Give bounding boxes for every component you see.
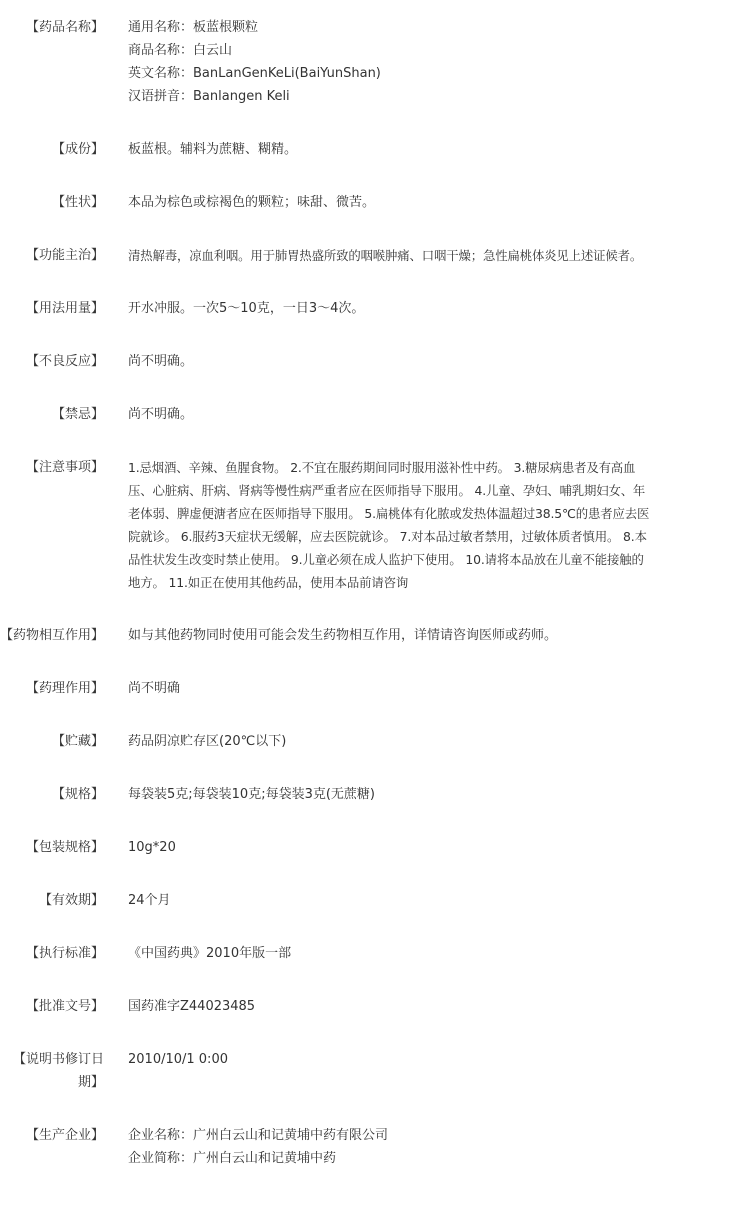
- label-approval-number: 【批准文号】: [25, 999, 104, 1014]
- row-storage: [0, 730, 739, 753]
- appearance-text: 本品为棕色或棕褐色的颗粒；味甜、微苦。: [128, 195, 376, 210]
- value-revision-date: [128, 1048, 718, 1071]
- drug-interactions-text: 如与其他药物同时使用可能会发生药物相互作用，详情请咨询医师或药师。: [128, 628, 558, 643]
- row-dosage: [0, 297, 739, 320]
- precautions-line-6: 地方。 11.如正在使用其他药品，使用本品前请咨询: [128, 575, 409, 590]
- row-ingredients: [0, 138, 739, 161]
- precautions-line-1: 1.忌烟酒、辛辣、鱼腥食物。 2.不宜在服药期间同时服用滋补性中药。 3.糖尿病患者及有高血: [128, 460, 636, 475]
- label-expiry: 【有效期】: [38, 893, 104, 908]
- label-revision-date: 【说明书修订日期】: [12, 1052, 104, 1090]
- precautions-line-5: 品性状发生改变时禁止使用。 9.儿童必须在成人监护下使用。 10.请将本品放在儿童不能接触的: [128, 552, 644, 567]
- pharmacology-text: 尚不明确: [128, 681, 181, 696]
- dosage-text: 开水冲服。一次5～10克，一日3～4次。: [128, 301, 365, 316]
- row-approval-number: [0, 995, 739, 1018]
- row-package: [0, 836, 739, 859]
- value-appearance: [128, 191, 718, 214]
- row-revision-date: [0, 1048, 739, 1094]
- ingredients-text: 板蓝根。辅料为蔗糖、糊精。: [128, 142, 298, 157]
- row-appearance: [0, 191, 739, 214]
- label-drug-name: 【药品名称】: [25, 20, 104, 35]
- value-specification: [128, 783, 718, 806]
- value-package: [128, 836, 718, 859]
- label-dosage: 【用法用量】: [25, 301, 104, 316]
- adverse-reactions-text: 尚不明确。: [128, 354, 194, 369]
- label-indications: 【功能主治】: [25, 248, 104, 263]
- row-adverse-reactions: [0, 350, 739, 373]
- row-standard: [0, 942, 739, 965]
- value-adverse-reactions: [128, 350, 718, 373]
- storage-text: 药品阴凉贮存区(20℃以下): [128, 734, 287, 749]
- label-pharmacology: 【药理作用】: [25, 681, 104, 696]
- value-precautions: [128, 456, 718, 594]
- label-manufacturer: 【生产企业】: [25, 1128, 104, 1143]
- row-precautions: [0, 456, 739, 594]
- specification-text: 每袋装5克;每袋装10克;每袋装3克(无蔗糖): [128, 787, 375, 802]
- row-contraindications: [0, 403, 739, 426]
- generic-name: 通用名称：板蓝根颗粒: [128, 20, 259, 35]
- value-manufacturer: [128, 1124, 718, 1170]
- row-pharmacology: [0, 677, 739, 700]
- value-dosage: [128, 297, 718, 320]
- precautions-line-3: 老体弱、脾虚便溏者应在医师指导下服用。 5.扁桃体有化脓或发热体温超过38.5℃的患者应去医: [128, 506, 650, 521]
- standard-text: 《中国药典》2010年版一部: [128, 946, 292, 961]
- label-contraindications: 【禁忌】: [51, 407, 104, 422]
- row-expiry: [0, 889, 739, 912]
- approval-number-text: 国药准字Z44023485: [128, 999, 256, 1014]
- indications-text: 清热解毒，凉血利咽。用于肺胃热盛所致的咽喉肿痛、口咽干燥；急性扁桃体炎见上述证候者。: [128, 248, 643, 263]
- value-indications: [128, 244, 718, 267]
- package-text: 10g*20: [128, 840, 176, 855]
- value-ingredients: [128, 138, 718, 161]
- english-name: 英文名称：BanLanGenKeLi(BaiYunShan): [128, 66, 381, 81]
- precautions-line-2: 压、心脏病、肝病、肾病等慢性病严重者应在医师指导下服用。 4.儿童、孕妇、哺乳期妇女、年: [128, 483, 646, 498]
- row-specification: [0, 783, 739, 806]
- contraindications-text: 尚不明确。: [128, 407, 194, 422]
- value-pharmacology: [128, 677, 718, 700]
- label-storage: 【贮藏】: [51, 734, 104, 749]
- value-storage: [128, 730, 718, 753]
- manufacturer-name: 企业名称：广州白云山和记黄埔中药有限公司: [128, 1128, 389, 1143]
- trade-name: 商品名称：白云山: [128, 43, 233, 58]
- precautions-line-4: 院就诊。 6.服药3天症状无缓解，应去医院就诊。 7.对本品过敏者禁用，过敏体质者慎用。 8.本: [128, 529, 647, 544]
- value-expiry: [128, 889, 718, 912]
- value-contraindications: [128, 403, 718, 426]
- label-precautions: 【注意事项】: [25, 460, 104, 475]
- revision-date-text: 2010/10/1 0:00: [128, 1052, 228, 1067]
- label-package: 【包装规格】: [25, 840, 104, 855]
- manufacturer-short-name: 企业简称：广州白云山和记黄埔中药: [128, 1151, 337, 1166]
- label-standard: 【执行标准】: [25, 946, 104, 961]
- expiry-text: 24个月: [128, 893, 171, 908]
- pinyin-name: 汉语拼音：Banlangen Keli: [128, 89, 290, 104]
- value-drug-interactions: [128, 624, 718, 647]
- label-specification: 【规格】: [51, 787, 104, 802]
- value-standard: [128, 942, 718, 965]
- label-ingredients: 【成份】: [51, 142, 104, 157]
- label-adverse-reactions: 【不良反应】: [25, 354, 104, 369]
- row-manufacturer: [0, 1124, 739, 1170]
- label-appearance: 【性状】: [51, 195, 104, 210]
- row-indications: [0, 244, 739, 267]
- value-approval-number: [128, 995, 718, 1018]
- value-drug-name: [128, 16, 718, 108]
- label-drug-interactions: 【药物相互作用】: [0, 628, 105, 643]
- row-drug-interactions: [0, 624, 739, 647]
- row-drug-name: [0, 16, 739, 108]
